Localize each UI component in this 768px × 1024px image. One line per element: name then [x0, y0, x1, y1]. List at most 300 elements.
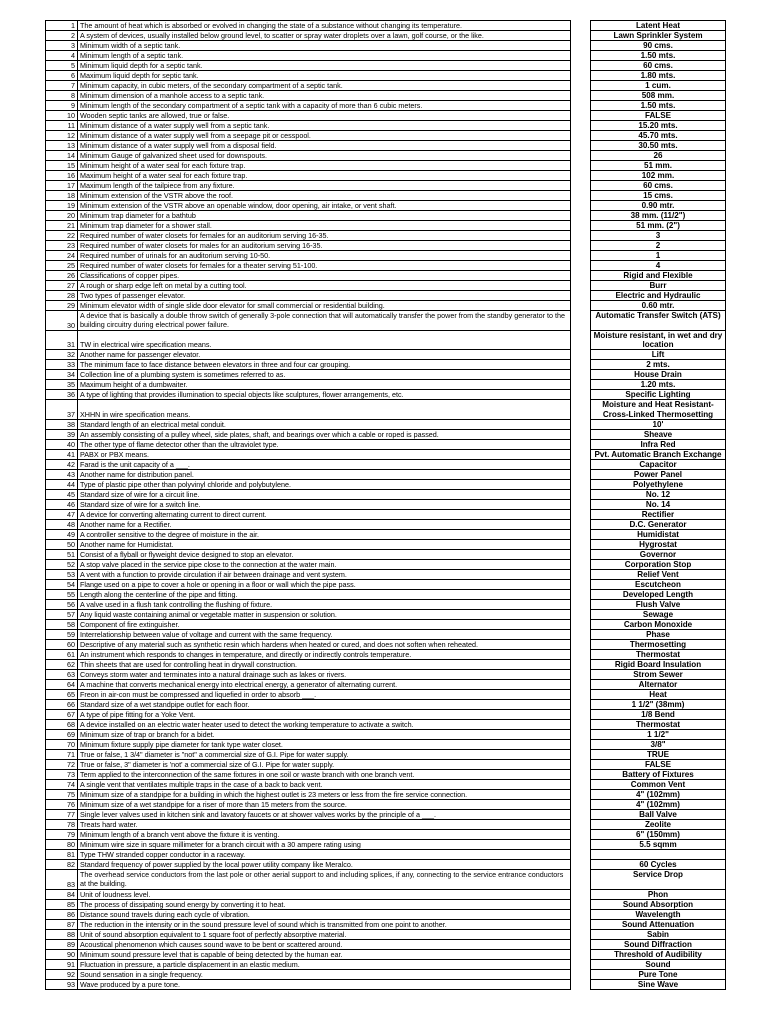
question-text: Minimum dimension of a manhole access to a septic tank. [78, 91, 571, 101]
answer-text: 4" (102mm) [591, 800, 726, 810]
row-number: 91 [46, 959, 78, 969]
column-spacer [571, 141, 591, 151]
table-row [46, 530, 726, 540]
answer-text: Heat [591, 690, 726, 700]
question-text: A system of devices, usually installed below ground level, to scatter or spray water droplets over a lawn, golf course, or the like. [78, 31, 571, 41]
row-number: 65 [46, 690, 78, 700]
row-number: 18 [46, 191, 78, 201]
answer-text: Rigid Board Insulation [591, 660, 726, 670]
answer-text: 90 cms. [591, 41, 726, 51]
answer-text: 3/8" [591, 740, 726, 750]
question-text: Acoustical phenomenon which causes sound wave to be bent or scattered around. [78, 939, 571, 949]
column-spacer [571, 370, 591, 380]
row-number: 78 [46, 820, 78, 830]
column-spacer [571, 81, 591, 91]
answer-text: 1.50 mts. [591, 101, 726, 111]
row-number: 71 [46, 750, 78, 760]
question-text: Consist of a flyball or flyweight device designed to stop an elevator. [78, 550, 571, 560]
column-spacer [571, 450, 591, 460]
question-text: Thin sheets that are used for controlling heat in drywall construction. [78, 660, 571, 670]
table-row [46, 330, 726, 350]
table-row [46, 610, 726, 620]
answer-text: Automatic Transfer Switch (ATS) [591, 311, 726, 331]
question-text: Minimum width of a septic tank. [78, 41, 571, 51]
row-number: 52 [46, 560, 78, 570]
column-spacer [571, 61, 591, 71]
table-row [46, 301, 726, 311]
table-row [46, 640, 726, 650]
question-text: Minimum extension of the VSTR above the roof. [78, 191, 571, 201]
table-row [46, 899, 726, 909]
answer-text: 3 [591, 231, 726, 241]
answer-text: Thermosetting [591, 640, 726, 650]
row-number: 53 [46, 570, 78, 580]
answer-text: Rigid and Flexible [591, 271, 726, 281]
table-row [46, 850, 726, 860]
question-text: Single lever valves used in kitchen sink and lavatory faucets or at shower valves works by the principle of a ___. [78, 810, 571, 820]
row-number: 1 [46, 21, 78, 31]
column-spacer [571, 281, 591, 291]
row-number: 24 [46, 251, 78, 261]
answer-text: Flush Valve [591, 600, 726, 610]
table-row [46, 350, 726, 360]
answer-text: 51 mm. [591, 161, 726, 171]
row-number: 33 [46, 360, 78, 370]
answer-text: Hygrostat [591, 540, 726, 550]
table-row [46, 760, 726, 770]
table-row [46, 620, 726, 630]
row-number: 62 [46, 660, 78, 670]
answer-text: Ball Valve [591, 810, 726, 820]
question-text: Maximum length of the tailpiece from any fixture. [78, 181, 571, 191]
row-number: 31 [46, 330, 78, 350]
table-row [46, 141, 726, 151]
answer-text: Wavelength [591, 909, 726, 919]
question-text: Minimum size of a standpipe for a building in which the highest outlet is 23 meters or less from the fire service connection. [78, 790, 571, 800]
column-spacer [571, 929, 591, 939]
row-number: 57 [46, 610, 78, 620]
column-spacer [571, 191, 591, 201]
answer-text: 10' [591, 420, 726, 430]
answer-text: Alternator [591, 680, 726, 690]
row-number: 23 [46, 241, 78, 251]
question-text: Wave produced by a pure tone. [78, 979, 571, 989]
column-spacer [571, 221, 591, 231]
row-number: 16 [46, 171, 78, 181]
row-number: 3 [46, 41, 78, 51]
answer-text: Service Drop [591, 870, 726, 890]
answer-text: FALSE [591, 111, 726, 121]
row-number: 22 [46, 231, 78, 241]
table-row [46, 540, 726, 550]
row-number: 50 [46, 540, 78, 550]
answer-text: Carbon Monoxide [591, 620, 726, 630]
row-number: 13 [46, 141, 78, 151]
answer-text: 508 mm. [591, 91, 726, 101]
row-number: 10 [46, 111, 78, 121]
answer-text: Latent Heat [591, 21, 726, 31]
table-row [46, 400, 726, 420]
table-row [46, 710, 726, 720]
question-text: Minimum height of a water seal for each fixture trap. [78, 161, 571, 171]
table-row [46, 700, 726, 710]
column-spacer [571, 740, 591, 750]
question-text: Collection line of a plumbing system is sometimes referred to as. [78, 370, 571, 380]
question-text: TW in electrical wire specification means. [78, 330, 571, 350]
column-spacer [571, 870, 591, 890]
table-row [46, 480, 726, 490]
column-spacer [571, 181, 591, 191]
answer-text: Infra Red [591, 440, 726, 450]
table-row [46, 870, 726, 890]
row-number: 70 [46, 740, 78, 750]
column-spacer [571, 540, 591, 550]
row-number: 12 [46, 131, 78, 141]
column-spacer [571, 750, 591, 760]
row-number: 54 [46, 580, 78, 590]
answer-text: 1.20 mts. [591, 380, 726, 390]
row-number: 6 [46, 71, 78, 81]
question-text: Flange used on a pipe to cover a hole or opening in a floor or wall which the pipe pass. [78, 580, 571, 590]
table-row [46, 949, 726, 959]
column-spacer [571, 690, 591, 700]
table-row [46, 460, 726, 470]
row-number: 83 [46, 870, 78, 890]
row-number: 73 [46, 770, 78, 780]
question-text: Conveys storm water and terminates into a natural drainage such as lakes or rivers. [78, 670, 571, 680]
table-row [46, 510, 726, 520]
answer-text: 30.50 mts. [591, 141, 726, 151]
column-spacer [571, 400, 591, 420]
row-number: 82 [46, 860, 78, 870]
column-spacer [571, 850, 591, 860]
row-number: 21 [46, 221, 78, 231]
table-row [46, 570, 726, 580]
answer-text: D.C. Generator [591, 520, 726, 530]
question-text: Required number of water closets for females for a theater serving 51-100. [78, 261, 571, 271]
question-text: Wooden septic tanks are allowed, true or false. [78, 111, 571, 121]
answer-text: Rectifier [591, 510, 726, 520]
row-number: 87 [46, 919, 78, 929]
question-text: A type of lighting that provides illumination to special objects like sculptures, flower arrangements, etc. [78, 390, 571, 400]
column-spacer [571, 520, 591, 530]
row-number: 7 [46, 81, 78, 91]
row-number: 84 [46, 889, 78, 899]
table-row [46, 670, 726, 680]
reference-table-body [46, 21, 726, 990]
row-number: 72 [46, 760, 78, 770]
column-spacer [571, 979, 591, 989]
answer-text: Power Panel [591, 470, 726, 480]
row-number: 43 [46, 470, 78, 480]
column-spacer [571, 600, 591, 610]
question-text: Classifications of copper pipes. [78, 271, 571, 281]
question-text: The process of dissipating sound energy by converting it to heat. [78, 899, 571, 909]
column-spacer [571, 610, 591, 620]
row-number: 86 [46, 909, 78, 919]
column-spacer [571, 161, 591, 171]
column-spacer [571, 680, 591, 690]
question-text: A device that is basically a double throw switch of generally 3-pole connection that will automatically transfer the power from the standby generator to the building circuitry during electrical power failure. [78, 311, 571, 331]
row-number: 46 [46, 500, 78, 510]
row-number: 59 [46, 630, 78, 640]
row-number: 79 [46, 830, 78, 840]
question-text: Freon in air-con must be compressed and liquefied in order to absorb ___. [78, 690, 571, 700]
column-spacer [571, 251, 591, 261]
question-text: Required number of water closets for males for an auditorium serving 16-35. [78, 241, 571, 251]
answer-text: Battery of Fixtures [591, 770, 726, 780]
table-row [46, 500, 726, 510]
table-row [46, 131, 726, 141]
question-text: Minimum capacity, in cubic meters, of the secondary compartment of a septic tank. [78, 81, 571, 91]
column-spacer [571, 889, 591, 899]
answer-text: TRUE [591, 750, 726, 760]
answer-text: 4" (102mm) [591, 790, 726, 800]
row-number: 28 [46, 291, 78, 301]
row-number: 32 [46, 350, 78, 360]
question-text: True or false, 3" diameter is 'not' a commercial size of G.I. Pipe for water supply. [78, 760, 571, 770]
column-spacer [571, 780, 591, 790]
answer-text: No. 12 [591, 490, 726, 500]
row-number: 49 [46, 530, 78, 540]
question-text: A device installed on an electric water heater used to detect the working temperature to activate a switch. [78, 720, 571, 730]
table-row [46, 919, 726, 929]
table-row [46, 680, 726, 690]
answer-text: Corporation Stop [591, 560, 726, 570]
row-number: 51 [46, 550, 78, 560]
table-row [46, 241, 726, 251]
row-number: 58 [46, 620, 78, 630]
table-row [46, 111, 726, 121]
row-number: 19 [46, 201, 78, 211]
table-row [46, 261, 726, 271]
question-text: Minimum length of a branch vent above the fixture it is venting. [78, 830, 571, 840]
question-text: A device for converting alternating current to direct current. [78, 510, 571, 520]
row-number: 26 [46, 271, 78, 281]
row-number: 8 [46, 91, 78, 101]
column-spacer [571, 360, 591, 370]
column-spacer [571, 111, 591, 121]
column-spacer [571, 380, 591, 390]
row-number: 5 [46, 61, 78, 71]
table-row [46, 390, 726, 400]
table-row [46, 51, 726, 61]
column-spacer [571, 830, 591, 840]
answer-text: 2 mts. [591, 360, 726, 370]
question-text: An assembly consisting of a pulley wheel, side plates, shaft, and bearings over which a cable or roped is passed. [78, 430, 571, 440]
row-number: 47 [46, 510, 78, 520]
table-row [46, 580, 726, 590]
question-text: Length along the centerline of the pipe and fitting. [78, 590, 571, 600]
table-row [46, 291, 726, 301]
column-spacer [571, 350, 591, 360]
column-spacer [571, 390, 591, 400]
row-number: 76 [46, 800, 78, 810]
column-spacer [571, 470, 591, 480]
column-spacer [571, 271, 591, 281]
answer-text: 60 Cycles [591, 860, 726, 870]
column-spacer [571, 730, 591, 740]
row-number: 41 [46, 450, 78, 460]
question-text: Minimum wire size in square millimeter for a branch circuit with a 30 ampere rating using [78, 840, 571, 850]
column-spacer [571, 670, 591, 680]
answer-text: 15.20 mts. [591, 121, 726, 131]
column-spacer [571, 810, 591, 820]
column-spacer [571, 480, 591, 490]
question-text: XHHN in wire specification means. [78, 400, 571, 420]
column-spacer [571, 630, 591, 640]
question-text: PABX or PBX means. [78, 450, 571, 460]
column-spacer [571, 919, 591, 929]
question-text: Minimum fixture supply pipe diameter for tank type water closet. [78, 740, 571, 750]
table-row [46, 840, 726, 850]
table-row [46, 370, 726, 380]
row-number: 35 [46, 380, 78, 390]
question-text: Standard length of an electrical metal conduit. [78, 420, 571, 430]
table-row [46, 550, 726, 560]
answer-text: Polyethylene [591, 480, 726, 490]
column-spacer [571, 550, 591, 560]
row-number: 27 [46, 281, 78, 291]
answer-text: 26 [591, 151, 726, 161]
row-number: 61 [46, 650, 78, 660]
answer-text: 51 mm. (2") [591, 221, 726, 231]
row-number: 66 [46, 700, 78, 710]
answer-text: Thermostat [591, 650, 726, 660]
row-number: 25 [46, 261, 78, 271]
column-spacer [571, 899, 591, 909]
answer-text: Lift [591, 350, 726, 360]
answer-text: 15 cms. [591, 191, 726, 201]
answer-text: Burr [591, 281, 726, 291]
column-spacer [571, 430, 591, 440]
table-row [46, 560, 726, 570]
row-number: 44 [46, 480, 78, 490]
answer-text: Phon [591, 889, 726, 899]
question-text: A machine that converts mechanical energy into electrical energy, a generator of alternating current. [78, 680, 571, 690]
question-text: A rough or sharp edge left on metal by a cutting tool. [78, 281, 571, 291]
answer-text: 4 [591, 261, 726, 271]
table-row [46, 810, 726, 820]
question-text: Minimum extension of the VSTR above an openable window, door opening, air intake, or vent shaft. [78, 201, 571, 211]
row-number: 68 [46, 720, 78, 730]
column-spacer [571, 121, 591, 131]
row-number: 74 [46, 780, 78, 790]
answer-text: Developed Length [591, 590, 726, 600]
answer-text: Lawn Sprinkler System [591, 31, 726, 41]
question-text: Minimum Gauge of galvanized sheet used for downspouts. [78, 151, 571, 161]
question-text: Unit of sound absorption equivalent to 1 square foot of perfectly absorptive material. [78, 929, 571, 939]
answer-text: Pure Tone [591, 969, 726, 979]
row-number: 93 [46, 979, 78, 989]
table-row [46, 650, 726, 660]
column-spacer [571, 969, 591, 979]
row-number: 2 [46, 31, 78, 41]
question-text: The reduction in the intensity or in the sound pressure level of sound which is transmitted from one point to another. [78, 919, 571, 929]
table-row [46, 750, 726, 760]
row-number: 90 [46, 949, 78, 959]
column-spacer [571, 959, 591, 969]
question-text: Minimum sound pressure level that is capable of being detected by the human ear. [78, 949, 571, 959]
question-text: Minimum trap diameter for a bathtub [78, 211, 571, 221]
question-text: The amount of heat which is absorbed or evolved in changing the state of a substance without changing its temperature. [78, 21, 571, 31]
question-text: Maximum height of a water seal for each fixture trap. [78, 171, 571, 181]
column-spacer [571, 201, 591, 211]
column-spacer [571, 101, 591, 111]
row-number: 81 [46, 850, 78, 860]
row-number: 63 [46, 670, 78, 680]
column-spacer [571, 440, 591, 450]
question-text: A stop valve placed in the service pipe close to the connection at the water main. [78, 560, 571, 570]
row-number: 60 [46, 640, 78, 650]
table-row [46, 380, 726, 390]
column-spacer [571, 41, 591, 51]
question-text: Any liquid waste containing animal or vegetable matter in suspension or solution. [78, 610, 571, 620]
row-number: 14 [46, 151, 78, 161]
answer-text: Pvt. Automatic Branch Exchange [591, 450, 726, 460]
column-spacer [571, 91, 591, 101]
answer-text: 45.70 mts. [591, 131, 726, 141]
question-text: Minimum length of the secondary compartment of a septic tank with a capacity of more than 6 cubic meters. [78, 101, 571, 111]
answer-text: Humidistat [591, 530, 726, 540]
question-text: Another name for distribution panel. [78, 470, 571, 480]
answer-text: 6" (150mm) [591, 830, 726, 840]
table-row [46, 181, 726, 191]
answer-text: Sound Absorption [591, 899, 726, 909]
column-spacer [571, 660, 591, 670]
answer-text: Thermostat [591, 720, 726, 730]
table-row [46, 490, 726, 500]
question-text: Standard size of wire for a switch line. [78, 500, 571, 510]
table-row [46, 211, 726, 221]
question-text: Type of plastic pipe other than polyvinyl chloride and polybutylene. [78, 480, 571, 490]
table-row [46, 979, 726, 989]
column-spacer [571, 330, 591, 350]
row-number: 15 [46, 161, 78, 171]
question-text: Standard frequency of power supplied by the local power utility company like Meralco. [78, 860, 571, 870]
row-number: 11 [46, 121, 78, 131]
question-text: Two types of passenger elevator. [78, 291, 571, 301]
question-text: The overhead service conductors from the last pole or other aerial support to and including splices, if any, connecting to the service entrance conductors at the building. [78, 870, 571, 890]
table-row [46, 770, 726, 780]
table-row [46, 820, 726, 830]
answer-text: Sheave [591, 430, 726, 440]
row-number: 64 [46, 680, 78, 690]
column-spacer [571, 301, 591, 311]
question-text: Minimum liquid depth for a septic tank. [78, 61, 571, 71]
column-spacer [571, 171, 591, 181]
answer-text: Sabin [591, 929, 726, 939]
row-number: 75 [46, 790, 78, 800]
table-row [46, 959, 726, 969]
table-row [46, 231, 726, 241]
answer-text: Specific Lighting [591, 390, 726, 400]
row-number: 56 [46, 600, 78, 610]
column-spacer [571, 31, 591, 41]
question-text: Standard size of a wet standpipe outlet for each floor. [78, 700, 571, 710]
column-spacer [571, 291, 591, 301]
question-text: Minimum elevator width of single slide door elevator for small commercial or residential building. [78, 301, 571, 311]
table-row [46, 121, 726, 131]
question-text: True or false, 1 3/4" diameter is "not" a commercial size of G.I. Pipe for water supply. [78, 750, 571, 760]
column-spacer [571, 720, 591, 730]
column-spacer [571, 500, 591, 510]
table-row [46, 271, 726, 281]
column-spacer [571, 51, 591, 61]
row-number: 30 [46, 311, 78, 331]
table-row [46, 730, 726, 740]
column-spacer [571, 560, 591, 570]
